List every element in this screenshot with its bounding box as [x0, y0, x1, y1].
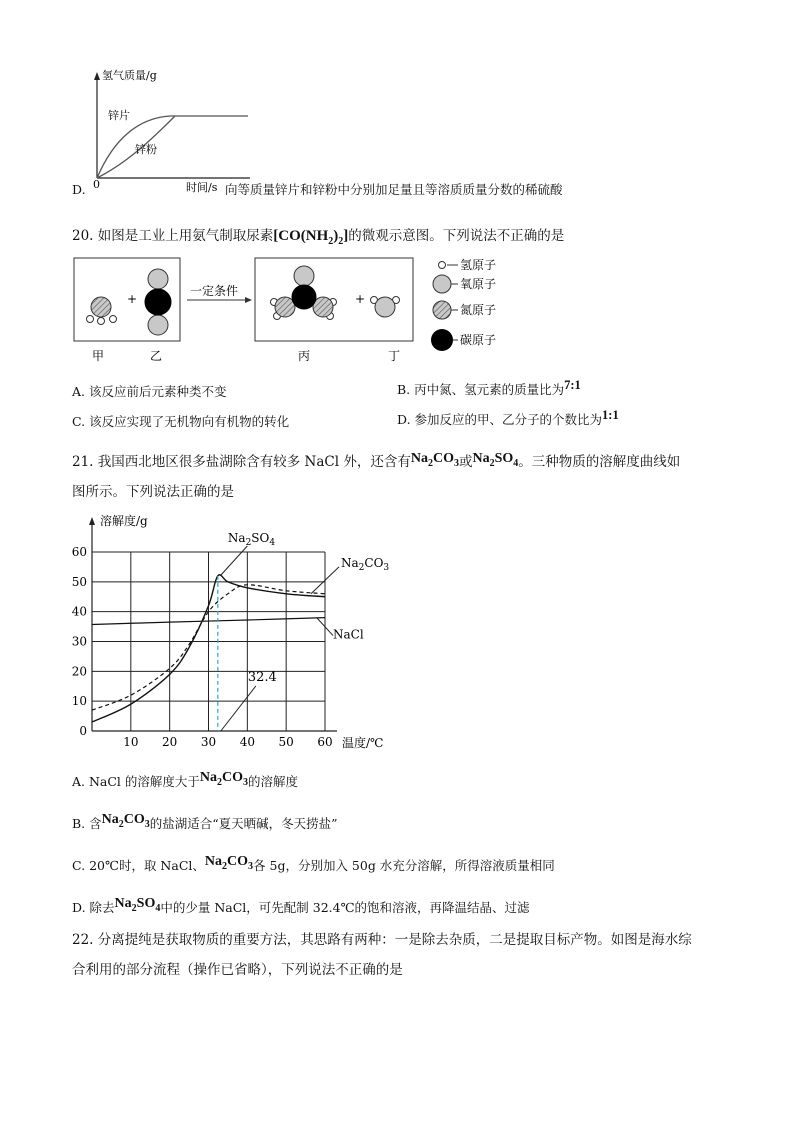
q19-option-d-letter: D. — [72, 182, 86, 197]
zinc-hydrogen-graph — [80, 66, 260, 196]
molecule-ammonia — [87, 297, 117, 325]
q21-option-d: D. 除去$Na_2SO_4$中的少量 NaCl，可先配制 32.4℃的饱和溶液，再降温结晶、过滤 — [72, 896, 530, 915]
q22-stem-line1: 22. 分离提纯是获取物质的重要方法，其思路有两种：一是除去杂质，二是提取目标产物。如图是海水综 — [72, 932, 692, 948]
reaction-condition: 一定条件 — [190, 284, 239, 298]
zinc-sheet-curve — [97, 116, 248, 178]
q20-stem-after: 的微观示意图。下列说法不正确的是 — [348, 228, 565, 244]
reaction-diagram — [70, 252, 540, 368]
svg-text:丙: 丙 — [298, 349, 311, 363]
y-tick-label: 50 — [71, 574, 87, 589]
x-tick-label: 60 — [317, 735, 333, 749]
y-tick-label: 30 — [71, 634, 87, 649]
solubility-chart — [62, 510, 402, 754]
label-nacl: NaCl — [333, 627, 364, 642]
y-axis-label: 溶解度/g — [100, 514, 148, 528]
graph-ylabel: 氢气质量/g — [102, 69, 157, 82]
q19-option-d-text: 向等质量锌片和锌粉中分别加足量且等溶质质量分数的稀硫酸 — [225, 182, 563, 197]
svg-text:+: + — [127, 292, 138, 306]
y-axis-arrow — [89, 517, 95, 525]
svg-text:氧原子: 氧原子 — [460, 277, 497, 291]
q20-option-c: C. 该反应实现了无机物向有机物的转化 — [72, 414, 290, 429]
svg-text:氢原子: 氢原子 — [460, 258, 497, 272]
curve-label-powder: 锌粉 — [135, 143, 157, 156]
y-tick-label: 0 — [79, 724, 87, 738]
svg-text:甲: 甲 — [92, 349, 105, 363]
svg-text:丁: 丁 — [388, 349, 401, 363]
q20-option-b: B. 丙中氮、氢元素的质量比为7:1 — [397, 378, 581, 397]
q21-stem-line2: 图所示。下列说法正确的是 — [72, 484, 234, 500]
q20-stem-before: 20. 如图是工业上用氨气制取尿素 — [72, 228, 274, 244]
annotation-leader — [221, 686, 256, 731]
svg-text:乙: 乙 — [150, 349, 163, 363]
x-tick-label: 30 — [200, 735, 217, 749]
y-tick-label: 40 — [71, 604, 87, 619]
atom-legend — [431, 258, 496, 351]
molecule-urea — [271, 266, 337, 320]
x-tick-label: 20 — [162, 735, 178, 749]
urea-formula: $[CO(NH_2)_2]$ — [273, 228, 349, 247]
label-na2co3: $Na_2CO_3$ — [341, 555, 390, 573]
x-tick-label: 40 — [239, 735, 255, 749]
q21-stem-line1: 21. 我国西北地区很多盐湖除含有较多 NaCl 外，还含有$Na_2CO_3$或$Na_2SO_4$。三种物质的溶解度曲线如 — [72, 451, 681, 470]
q20-option-d: D. 参加反应的甲、乙分子的个数比为1:1 — [397, 408, 619, 427]
svg-text:氮原子: 氮原子 — [460, 303, 497, 317]
y-tick-label: 20 — [71, 664, 87, 679]
q20-stem — [72, 226, 564, 252]
q22-stem-line2: 合利用的部分流程（操作已省略），下列说法不正确的是 — [72, 962, 403, 978]
svg-text:+: + — [355, 292, 366, 306]
x-axis-label: 温度/℃ — [342, 736, 384, 750]
q21-option-c: C. 20℃时，取 NaCl、$Na_2CO_3$各 5g，分别加入 50g 水充分溶解，所得溶液质量相同 — [72, 854, 555, 873]
q21-option-b: B. 含$Na_2CO_3$的盐湖适合“夏天晒碱，冬天捞盐” — [72, 812, 338, 831]
q21-option-a: A. NaCl 的溶解度大于$Na_2CO_3$的溶解度 — [72, 770, 299, 789]
annotation-label: 32.4 — [247, 670, 277, 685]
leader-na2so4 — [220, 546, 247, 576]
x-tick-label: 50 — [278, 735, 294, 749]
y-tick-label: 60 — [71, 545, 87, 559]
molecule-carbon-dioxide — [145, 269, 171, 335]
graph-xlabel: 时间/s — [186, 181, 218, 194]
label-na2so4: $Na_2SO_4$ — [227, 531, 276, 548]
graph-origin: 0 — [93, 178, 100, 191]
y-tick-label: 10 — [71, 694, 87, 709]
x-tick-label: 10 — [123, 735, 139, 749]
curve-label-sheet: 锌片 — [108, 109, 130, 122]
molecule-water — [371, 297, 400, 318]
q20-option-a: A. 该反应前后元素种类不变 — [72, 384, 227, 399]
svg-text:碳原子: 碳原子 — [460, 333, 497, 347]
